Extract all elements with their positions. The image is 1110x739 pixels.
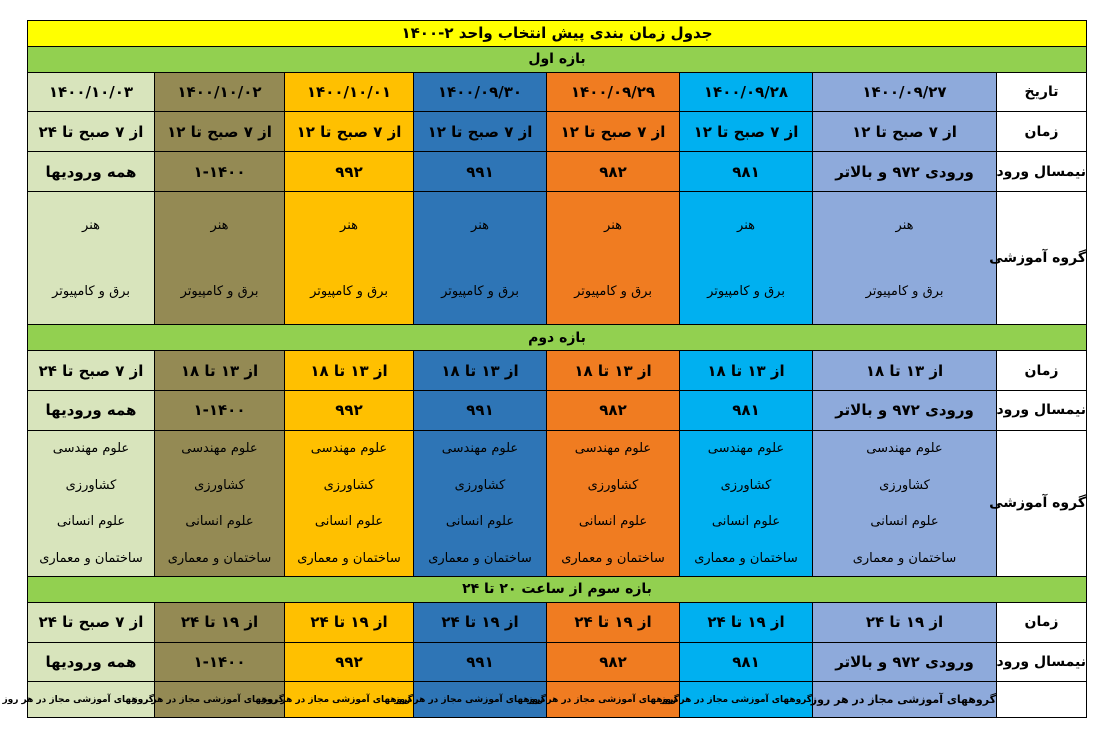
term-cell: ۹۸۱ — [680, 642, 813, 682]
time-cell: از ۷ صبح تا ۱۲ — [155, 112, 285, 152]
group-name: ساختمان و معماری — [285, 540, 414, 577]
term-cell: ۹۹۱ — [414, 642, 547, 682]
time-cell: از ۷ صبح تا ۱۲ — [813, 112, 997, 152]
group-name: برق و کامپیوتر — [574, 283, 652, 299]
schedule-body — [2, 21, 1087, 718]
term-cell: ۹۹۲ — [285, 152, 414, 192]
date-label: تاریخ — [997, 72, 1087, 112]
time-cell: از ۱۳ تا ۱۸ — [155, 351, 285, 391]
period2-group-row — [28, 503, 1087, 540]
period3-term-row — [28, 642, 1087, 682]
period2-group-row — [28, 467, 1087, 504]
time-cell: از ۷ صبح تا ۱۲ — [414, 112, 547, 152]
group-name: هنر — [340, 217, 358, 233]
group-name: هنر — [737, 217, 755, 233]
group-name: ساختمان و معماری — [680, 540, 813, 577]
time-cell: از ۱۹ تا ۲۴ — [155, 602, 285, 642]
period1-group-row — [28, 192, 1087, 325]
empty-label — [997, 682, 1087, 718]
time-cell: از ۱۳ تا ۱۸ — [285, 351, 414, 391]
group-name: برق و کامپیوتر — [180, 283, 259, 299]
date-cell: ۱۴۰۰/۱۰/۰۲ — [155, 72, 285, 112]
period1-date-row — [28, 72, 1087, 112]
term-label: نیمسال ورود — [997, 642, 1087, 682]
time-cell: از ۷ صبح تا ۲۴ — [28, 112, 155, 152]
time-cell: از ۱۹ تا ۲۴ — [547, 602, 680, 642]
time-cell: از ۱۹ تا ۲۴ — [813, 602, 997, 642]
group-name: برق و کامپیوتر — [310, 283, 388, 299]
group-name: علوم مهندسی — [285, 430, 414, 467]
date-cell: ۱۴۰۰/۱۰/۰۳ — [28, 72, 155, 112]
group-name: کشاورزی — [285, 467, 414, 504]
group-note: گروههای آموزشی مجاز در هر روز — [414, 682, 547, 718]
group-list — [155, 192, 284, 324]
period2-group-row — [28, 430, 1087, 467]
period2-heading: بازه دوم — [28, 325, 1087, 351]
group-name: برق و کامپیوتر — [52, 283, 130, 299]
group-name: هنر — [895, 217, 914, 233]
group-cell — [680, 192, 813, 325]
period2-heading-row — [28, 325, 1087, 351]
period1-heading: بازه اول — [28, 46, 1087, 72]
term-cell: ۹۹۱ — [414, 152, 547, 192]
group-name: هنر — [82, 217, 100, 233]
period3-heading: بازه سوم از ساعت ۲۰ تا ۲۴ — [28, 577, 1087, 603]
group-name: علوم مهندسی — [414, 430, 547, 467]
group-name: علوم انسانی — [680, 503, 813, 540]
term-cell: ۱-۱۴۰۰ — [155, 391, 285, 431]
term-cell: ۹۸۲ — [547, 642, 680, 682]
term-cell: ورودی ۹۷۲ و بالاتر — [813, 642, 997, 682]
group-cell — [28, 192, 155, 325]
group-list — [285, 192, 413, 324]
period3-group-row — [28, 682, 1087, 718]
group-name: کشاورزی — [680, 467, 813, 504]
group-name: علوم انسانی — [547, 503, 680, 540]
term-cell: ۹۹۱ — [414, 391, 547, 431]
group-cell — [155, 192, 285, 325]
group-name: علوم انسانی — [813, 503, 997, 540]
term-label: نیمسال ورود — [997, 391, 1087, 431]
term-cell: ورودی ۹۷۲ و بالاتر — [813, 152, 997, 192]
term-cell: همه ورودیها — [28, 642, 155, 682]
group-name: هنر — [604, 217, 622, 233]
group-name: ساختمان و معماری — [155, 540, 285, 577]
group-note: گروههای آموزشی مجاز در هر روز — [285, 682, 414, 718]
group-name: ساختمان و معماری — [547, 540, 680, 577]
group-name: علوم مهندسی — [155, 430, 285, 467]
time-cell: از ۷ صبح تا ۱۲ — [680, 112, 813, 152]
group-note: گروههای آموزشی مجاز در هر روز — [155, 682, 285, 718]
group-name: کشاورزی — [28, 467, 155, 504]
group-note: گروههای آموزشی مجاز در هر روز — [28, 682, 155, 718]
schedule-table — [2, 20, 1087, 718]
time-cell: از ۷ صبح تا ۱۲ — [547, 112, 680, 152]
date-cell: ۱۴۰۰/۱۰/۰۱ — [285, 72, 414, 112]
term-cell: همه ورودیها — [28, 391, 155, 431]
group-cell — [547, 192, 680, 325]
group-name: علوم مهندسی — [813, 430, 997, 467]
term-cell: ۹۸۲ — [547, 152, 680, 192]
time-cell: از ۱۹ تا ۲۴ — [680, 602, 813, 642]
term-cell: ۱-۱۴۰۰ — [155, 152, 285, 192]
group-list — [28, 192, 154, 324]
group-name: ساختمان و معماری — [414, 540, 547, 577]
period2-group-row — [28, 540, 1087, 577]
term-cell: ورودی ۹۷۲ و بالاتر — [813, 391, 997, 431]
group-list — [680, 192, 812, 324]
period1-time-row — [28, 112, 1087, 152]
group-name: هنر — [471, 217, 489, 233]
group-name: کشاورزی — [155, 467, 285, 504]
time-cell: از ۱۳ تا ۱۸ — [813, 351, 997, 391]
term-cell: ۱-۱۴۰۰ — [155, 642, 285, 682]
group-list — [547, 192, 679, 324]
term-cell: ۹۸۱ — [680, 152, 813, 192]
term-cell: همه ورودیها — [28, 152, 155, 192]
period2-term-row — [28, 391, 1087, 431]
date-cell: ۱۴۰۰/۰۹/۲۸ — [680, 72, 813, 112]
term-cell: ۹۸۱ — [680, 391, 813, 431]
group-name: علوم مهندسی — [547, 430, 680, 467]
group-list — [813, 192, 996, 324]
group-note: گروههای آموزشی مجاز در هر روز — [680, 682, 813, 718]
period1-heading-row — [28, 46, 1087, 72]
period2-time-row — [28, 351, 1087, 391]
time-cell: از ۱۳ تا ۱۸ — [414, 351, 547, 391]
time-label: زمان — [997, 112, 1087, 152]
group-note: گروههای آموزشی مجاز در هر روز — [547, 682, 680, 718]
title-row — [28, 21, 1087, 47]
group-name: علوم مهندسی — [28, 430, 155, 467]
date-cell: ۱۴۰۰/۰۹/۲۹ — [547, 72, 680, 112]
group-name: ساختمان و معماری — [813, 540, 997, 577]
time-cell: از ۱۳ تا ۱۸ — [547, 351, 680, 391]
group-name: کشاورزی — [547, 467, 680, 504]
group-name: برق و کامپیوتر — [865, 283, 944, 299]
term-cell: ۹۹۲ — [285, 391, 414, 431]
time-cell: از ۱۹ تا ۲۴ — [285, 602, 414, 642]
group-cell — [285, 192, 414, 325]
group-note: گروههای آموزشی مجاز در هر روز — [813, 682, 997, 718]
period3-time-row — [28, 602, 1087, 642]
term-cell: ۹۹۲ — [285, 642, 414, 682]
time-cell: از ۷ صبح تا ۲۴ — [28, 602, 155, 642]
term-label: نیمسال ورود — [997, 152, 1087, 192]
group-list — [414, 192, 546, 324]
group-name: ساختمان و معماری — [28, 540, 155, 577]
group-cell — [414, 192, 547, 325]
time-cell: از ۱۹ تا ۲۴ — [414, 602, 547, 642]
time-label: زمان — [997, 351, 1087, 391]
time-cell: از ۷ صبح تا ۲۴ — [28, 351, 155, 391]
period3-heading-row — [28, 577, 1087, 603]
time-cell: از ۷ صبح تا ۱۲ — [285, 112, 414, 152]
date-cell: ۱۴۰۰/۰۹/۳۰ — [414, 72, 547, 112]
group-name: هنر — [210, 217, 229, 233]
group-name: کشاورزی — [813, 467, 997, 504]
group-name: علوم انسانی — [285, 503, 414, 540]
date-cell: ۱۴۰۰/۰۹/۲۷ — [813, 72, 997, 112]
group-name: برق و کامپیوتر — [707, 283, 785, 299]
period1-term-row — [28, 152, 1087, 192]
group-label: گروه آموزشی — [997, 192, 1087, 325]
group-label: گروه آموزشی — [997, 430, 1087, 576]
group-name: کشاورزی — [414, 467, 547, 504]
group-cell — [813, 192, 997, 325]
term-cell: ۹۸۲ — [547, 391, 680, 431]
time-cell: از ۱۳ تا ۱۸ — [680, 351, 813, 391]
group-name: برق و کامپیوتر — [441, 283, 519, 299]
group-name: علوم انسانی — [155, 503, 285, 540]
group-name: علوم مهندسی — [680, 430, 813, 467]
group-name: علوم انسانی — [414, 503, 547, 540]
page-title: جدول زمان بندی پیش انتخاب واحد ۲-۱۴۰۰ — [28, 21, 1087, 47]
time-label: زمان — [997, 602, 1087, 642]
group-name: علوم انسانی — [28, 503, 155, 540]
